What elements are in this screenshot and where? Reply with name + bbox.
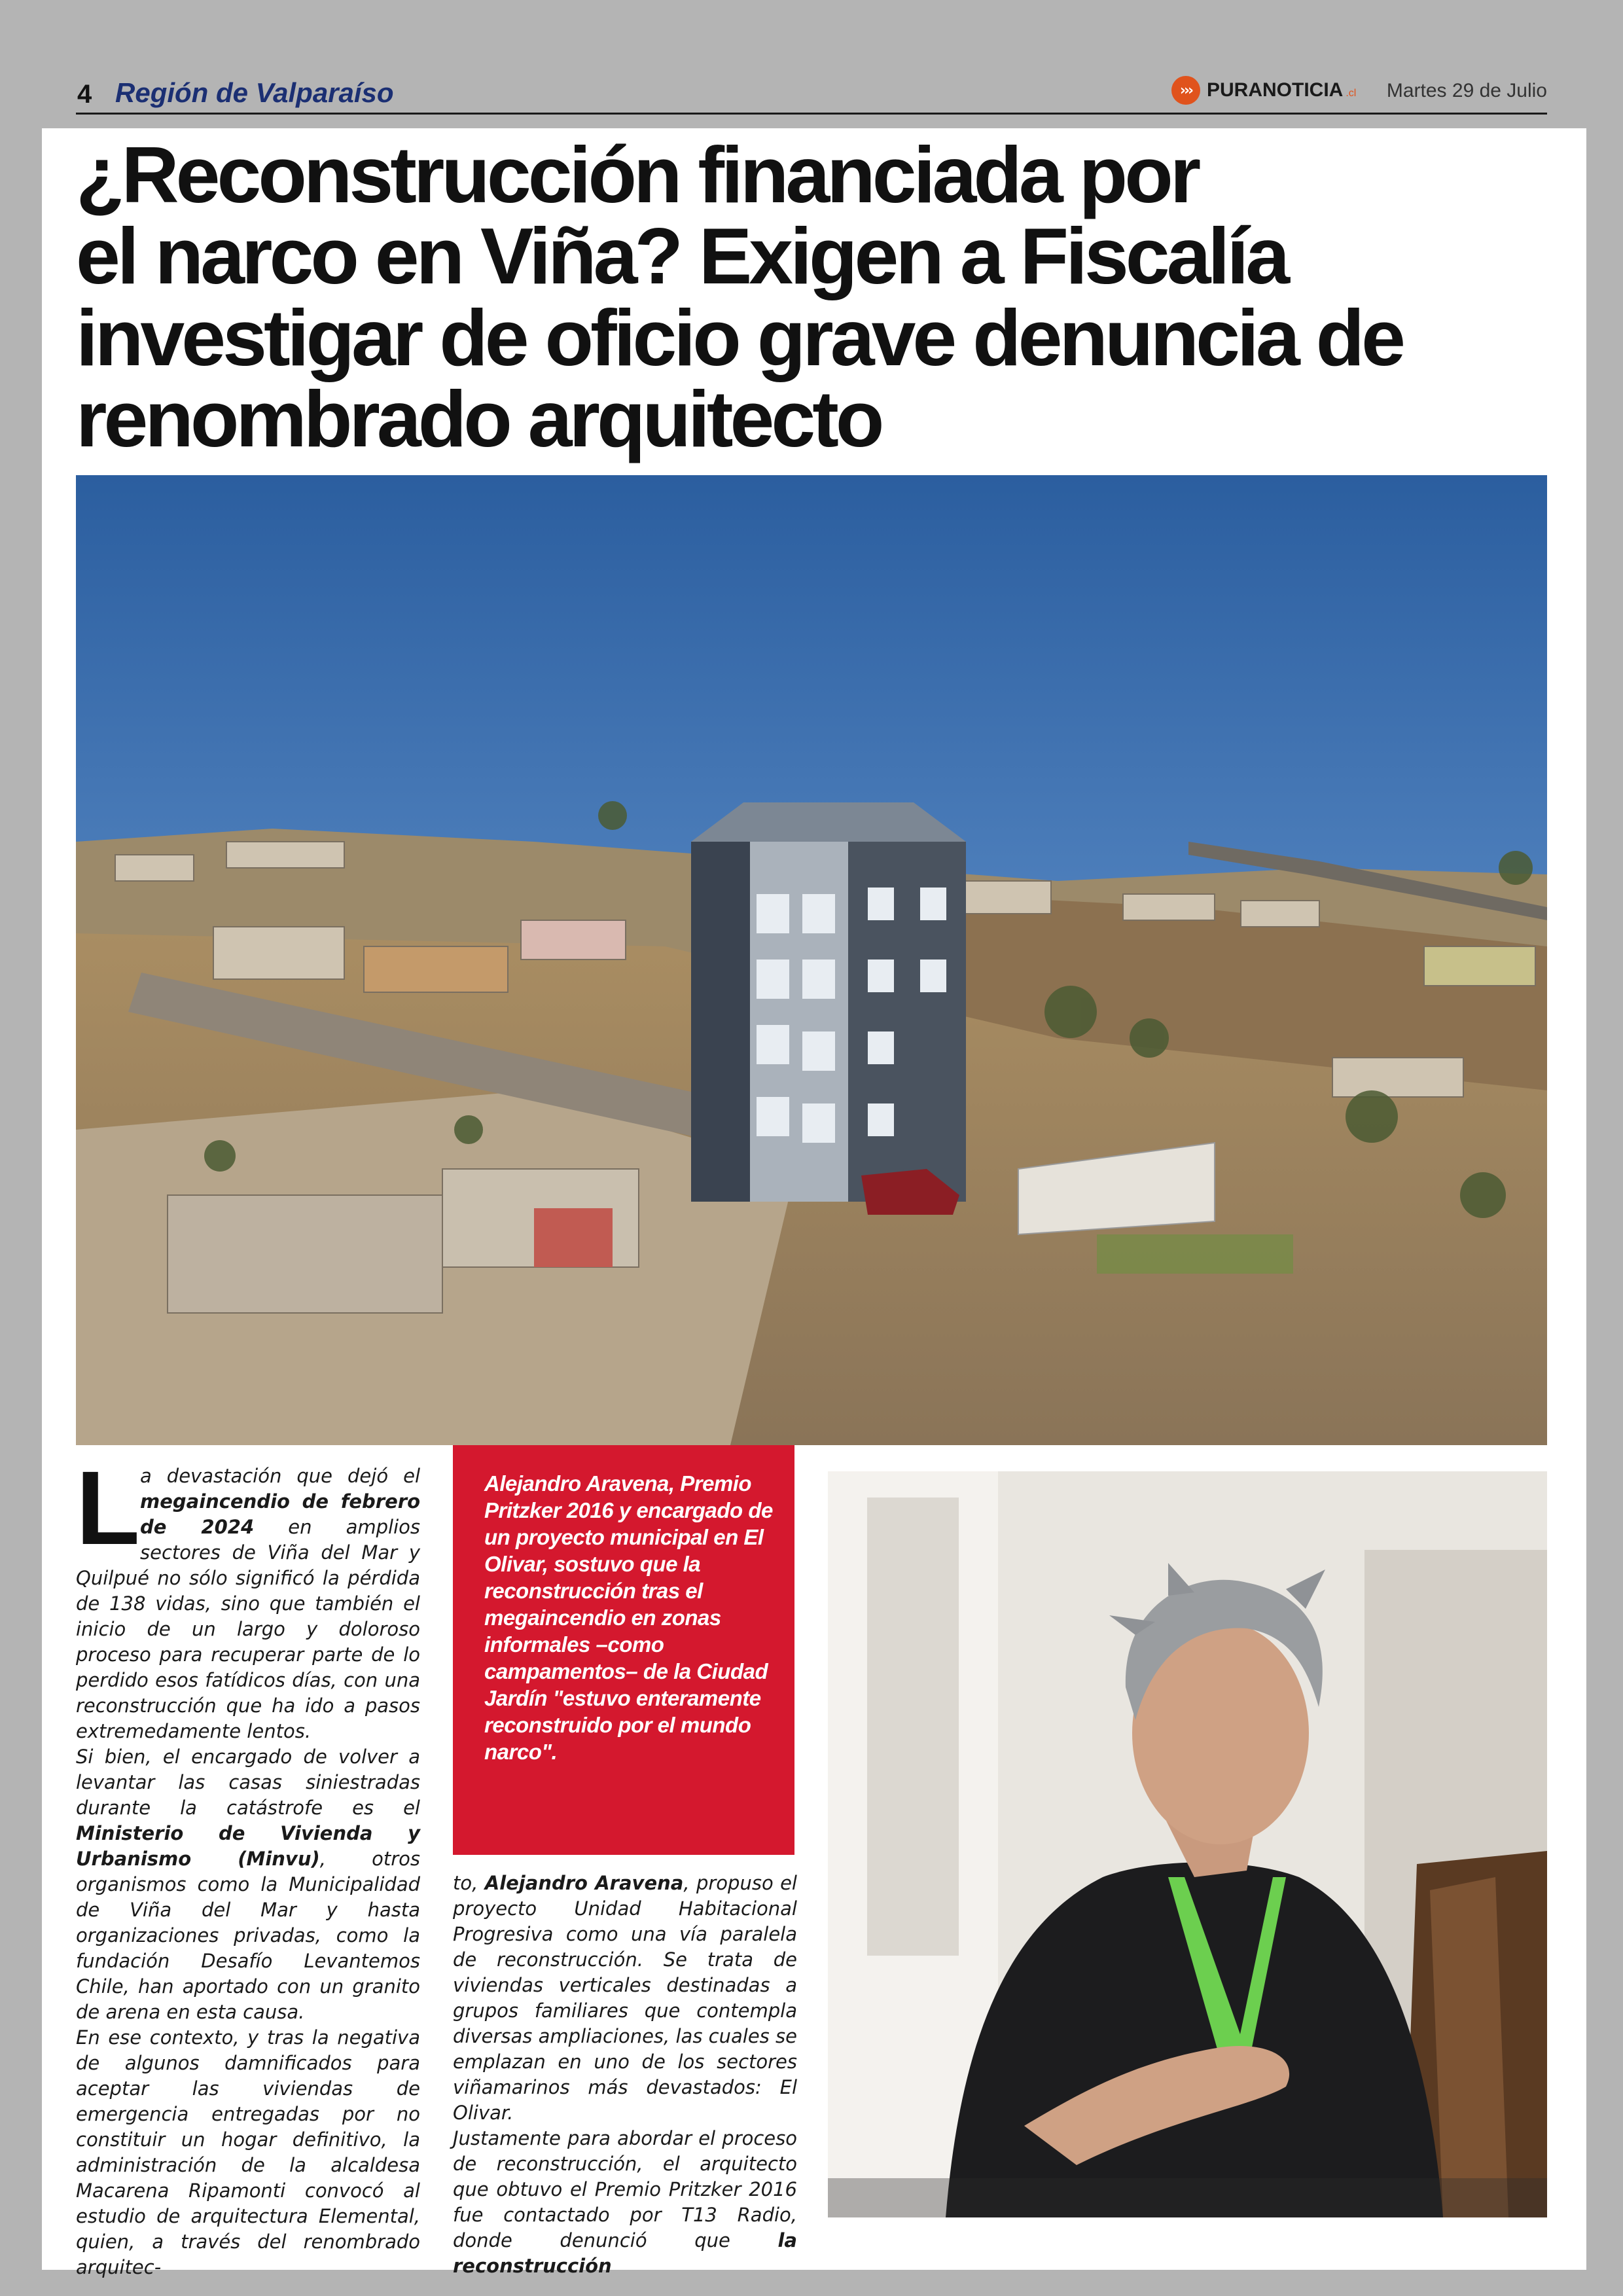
emphasis: megaincendio de febrero de 2024 — [140, 1490, 420, 1538]
brand-logo — [1171, 76, 1356, 105]
emphasis: Alejandro Aravena — [484, 1872, 684, 1894]
headline-line: investigar de oficio grave denuncia de — [76, 293, 1402, 382]
emphasis: la reconstrucción — [453, 2229, 797, 2277]
text-run: , otros organismos como la Municipalidad de Viña del Mar y hasta organizaciones privadas, como la fundación Desafío Levantemos Chile, han aportado con un granito de arena en esta causa. — [76, 1848, 420, 2023]
hillside-housing-photo — [76, 475, 1547, 1445]
headline-line: renombrado arquitecto — [76, 374, 882, 464]
paragraph — [76, 1449, 420, 1744]
text-run: , propuso el proyecto Unidad Habitacional Progresiva como una vía paralela de reconstrucción. Se trata de viviendas verticales destinadas a grupos familiares que contempla diversas ampliaciones, las cuales se emplazan en uno de los sectores viñamarinos más devastados: El Olivar. — [453, 1872, 797, 2124]
main-photo — [76, 475, 1547, 1445]
paragraph — [453, 1871, 797, 2126]
paragraph — [76, 1744, 420, 2025]
text-run: en amplios sectores de Viña del Mar y Quilpué no sólo significó la pérdida de 138 vidas, sino que también el inicio de un largo y doloroso proceso para recuperar parte de lo perdido esos fatídicos días, con una reconstrucción que ha ido a pasos extremedamente lentos. — [76, 1516, 420, 1742]
paragraph — [453, 2126, 797, 2279]
text-run: to, — [453, 1872, 485, 1894]
text-run: Si bien, el encargado de volver a levantar las casas siniestradas durante la catástrofe es el — [76, 1746, 420, 1819]
header-rule — [76, 113, 1547, 115]
paragraph: En ese contexto, y tras la negativa de algunos damnificados para aceptar las viviendas de emergencia entregadas por no constituir un hogar definitivo, la administración de la alcaldesa Macarena Ripamonti convocó al estudio de arquitectura Elemental, quien, a través del renombrado arquitec- — [76, 2026, 420, 2278]
portrait-photo — [828, 1471, 1547, 2217]
article-column-1 — [76, 1449, 420, 2280]
headline — [76, 130, 1548, 464]
headline-line: ¿Reconstrucción financiada por — [76, 130, 1198, 219]
drop-cap: L — [76, 1449, 140, 1566]
issue-date: Martes 29 de Julio — [1386, 80, 1547, 101]
building — [691, 802, 966, 1202]
text-run: a devastación que dejó el — [140, 1465, 420, 1487]
brand-chevrons-icon: ››› — [1171, 76, 1200, 105]
brand-name: PURANOTICIA — [1207, 79, 1344, 101]
article-column-2 — [453, 1871, 797, 2279]
brand-domain: .cl — [1346, 88, 1357, 99]
section-title: Región de Valparaíso — [115, 77, 394, 108]
pull-quote — [453, 1445, 794, 1855]
pull-quote-text: Alejandro Aravena, Premio Pritzker 2016 y encargado de un proyecto municipal en El Olivar, sostuvo que la reconstrucción tras el megaincendio en zonas informales –como campamentos– de la Ciudad Jardín "estuvo enteramente reconstruido por el mundo narco". — [484, 1471, 773, 1764]
emphasis: Ministerio de Vivienda y Urbanismo (Minvu) — [76, 1822, 420, 1870]
headline-line: el narco en Viña? Exigen a Fiscalía — [76, 211, 1287, 301]
text-run: Justamente para abordar el proceso de reconstrucción, el arquitecto que obtuvo el Premio Pritzker 2016 fue contactado por T13 Radio, donde denunció que — [453, 2127, 797, 2251]
page-number: 4 — [77, 80, 92, 109]
architect-portrait — [828, 1471, 1547, 2217]
